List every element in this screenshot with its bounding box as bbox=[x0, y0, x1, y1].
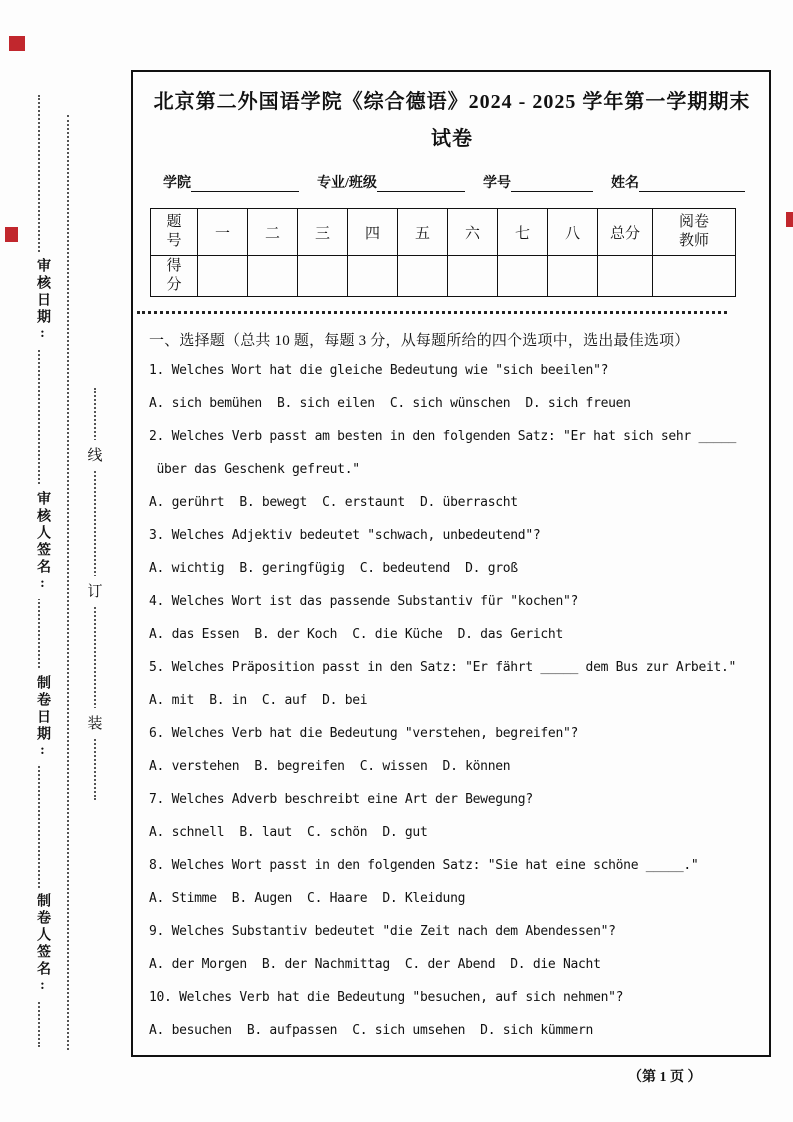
question-stem bbox=[149, 651, 755, 684]
score-col-total: 总分 bbox=[598, 209, 653, 256]
question-number-label: 题号 bbox=[166, 213, 182, 249]
exam-sheet bbox=[131, 70, 771, 1057]
student-info-row bbox=[163, 172, 745, 192]
field-student-id-label: 学号 bbox=[482, 176, 511, 191]
question-stem bbox=[149, 420, 755, 486]
question-stem bbox=[149, 585, 755, 618]
score-cell bbox=[298, 256, 348, 297]
margin-label-paper-maker-signature: 制卷人签名: bbox=[24, 888, 52, 1001]
score-table-row2-label-cell bbox=[151, 256, 198, 297]
question-stem-line: 9. Welches Substantiv bedeutet "die Zeit nach dem Abendessen"? bbox=[149, 924, 616, 939]
field-name bbox=[611, 172, 745, 192]
question-stem-line: 1. Welches Wort hat die gleiche Bedeutung wie "sich beeilen"? bbox=[149, 363, 609, 378]
exam-title-line2: 试卷 bbox=[431, 128, 473, 150]
exam-title-line1: 北京第二外国语学院《综合德语》2024 - 2025 学年第一学期期末 bbox=[153, 91, 751, 113]
question-options: A. besuchen B. aufpassen C. sich umsehen D. sich kümmern bbox=[149, 1023, 594, 1038]
score-col-5: 五 bbox=[398, 209, 448, 256]
question-options: A. das Essen B. der Koch C. die Küche D. das Gericht bbox=[149, 627, 563, 642]
question-block bbox=[149, 420, 755, 519]
question-stem-line: 5. Welches Präposition passt in den Satz: "Er fährt _____ dem Bus zur Arbeit." bbox=[149, 660, 737, 675]
field-college-label: 学院 bbox=[163, 176, 191, 191]
field-student-id-blank bbox=[511, 176, 593, 192]
question-stem-line: 3. Welches Adjektiv bedeutet "schwach, unbedeutend"? bbox=[149, 528, 541, 543]
score-cell bbox=[498, 256, 548, 297]
margin-label-reviewer-signature: 审核人签名: bbox=[24, 486, 52, 599]
score-col-2: 二 bbox=[248, 209, 298, 256]
binding-char-bind: 装 bbox=[84, 708, 106, 737]
question-options: A. Stimme B. Augen C. Haare D. Kleidung bbox=[149, 891, 466, 906]
score-cell bbox=[248, 256, 298, 297]
red-stamp-square bbox=[9, 36, 25, 51]
grader-label: 阅卷教师 bbox=[678, 213, 709, 249]
question-block bbox=[149, 519, 755, 585]
question-block bbox=[149, 981, 755, 1047]
score-col-3: 三 bbox=[298, 209, 348, 256]
question-options: A. wichtig B. geringfügig C. bedeutend D. groß bbox=[149, 561, 518, 576]
score-col-7: 七 bbox=[498, 209, 548, 256]
question-stem bbox=[149, 519, 755, 552]
score-cell-total bbox=[598, 256, 653, 297]
question-block bbox=[149, 915, 755, 981]
binding-char-staple: 订 bbox=[84, 576, 106, 605]
exam-title bbox=[149, 84, 755, 158]
score-col-1: 一 bbox=[198, 209, 248, 256]
page-number: （第 1 页 ） bbox=[628, 1070, 702, 1085]
score-col-4: 四 bbox=[348, 209, 398, 256]
score-col-8: 八 bbox=[548, 209, 598, 256]
questions-list bbox=[149, 354, 755, 1047]
score-cell bbox=[448, 256, 498, 297]
binding-char-line: 线 bbox=[84, 440, 106, 469]
binding-dotted-line bbox=[67, 115, 69, 1050]
score-cell bbox=[348, 256, 398, 297]
field-name-label: 姓名 bbox=[610, 176, 639, 191]
question-stem-line: 10. Welches Verb hat die Bedeutung "besuchen, auf sich nehmen"? bbox=[149, 990, 624, 1005]
question-block bbox=[149, 783, 755, 849]
field-major-class-blank bbox=[377, 176, 465, 192]
score-cell-grader bbox=[653, 256, 736, 297]
score-cell bbox=[198, 256, 248, 297]
question-options: A. sich bemühen B. sich eilen C. sich wünschen D. sich freuen bbox=[149, 396, 631, 411]
score-cell bbox=[548, 256, 598, 297]
question-options: A. verstehen B. begreifen C. wissen D. können bbox=[149, 759, 511, 774]
field-major-class-label: 专业/班级 bbox=[317, 176, 377, 191]
question-stem bbox=[149, 717, 755, 750]
margin-label-paper-date: 制卷日期: bbox=[24, 670, 52, 766]
question-stem bbox=[149, 783, 755, 816]
grader-label-cell bbox=[653, 209, 736, 256]
question-block bbox=[149, 354, 755, 420]
red-stamp-square bbox=[5, 227, 18, 242]
question-block bbox=[149, 651, 755, 717]
dotted-separator bbox=[137, 311, 727, 314]
question-options: A. der Morgen B. der Nachmittag C. der Abend D. die Nacht bbox=[149, 957, 601, 972]
question-stem-line: 2. Welches Verb passt am besten in den folgenden Satz: "Er hat sich sehr _____ bbox=[149, 429, 737, 444]
score-table bbox=[150, 208, 736, 297]
question-stem-line: 6. Welches Verb hat die Bedeutung "verstehen, begreifen"? bbox=[149, 726, 579, 741]
question-block bbox=[149, 849, 755, 915]
score-label: 得分 bbox=[166, 257, 182, 293]
question-options: A. mit B. in C. auf D. bei bbox=[149, 693, 368, 708]
score-cell bbox=[398, 256, 448, 297]
section-heading: 一、选择题（总共 10 题，每题 3 分，从每题所给的四个选项中，选出最佳选项） bbox=[149, 333, 690, 349]
field-major-class bbox=[317, 172, 465, 192]
question-stem bbox=[149, 849, 755, 882]
field-name-blank bbox=[639, 176, 745, 192]
score-table-row1-label-cell bbox=[151, 209, 198, 256]
score-table-header-row bbox=[151, 209, 736, 256]
field-college-blank bbox=[191, 176, 299, 192]
field-college bbox=[163, 172, 299, 192]
question-stem-line: 4. Welches Wort ist das passende Substantiv für "kochen"? bbox=[149, 594, 579, 609]
score-table-score-row bbox=[151, 256, 736, 297]
question-stem-line: 8. Welches Wort passt in den folgenden Satz: "Sie hat eine schöne _____." bbox=[149, 858, 699, 873]
question-stem-line: 7. Welches Adverb beschreibt eine Art der Bewegung? bbox=[149, 792, 533, 807]
margin-label-review-date: 审核日期: bbox=[24, 253, 52, 349]
question-block bbox=[149, 585, 755, 651]
question-stem bbox=[149, 981, 755, 1014]
question-stem-line: über das Geschenk gefreut." bbox=[149, 462, 360, 477]
question-block bbox=[149, 717, 755, 783]
field-student-id bbox=[483, 172, 593, 192]
question-options: A. schnell B. laut C. schön D. gut bbox=[149, 825, 428, 840]
red-stamp-square bbox=[786, 212, 793, 227]
question-stem bbox=[149, 354, 755, 387]
score-col-6: 六 bbox=[448, 209, 498, 256]
question-stem bbox=[149, 915, 755, 948]
question-options: A. gerührt B. bewegt C. erstaunt D. überrascht bbox=[149, 495, 518, 510]
